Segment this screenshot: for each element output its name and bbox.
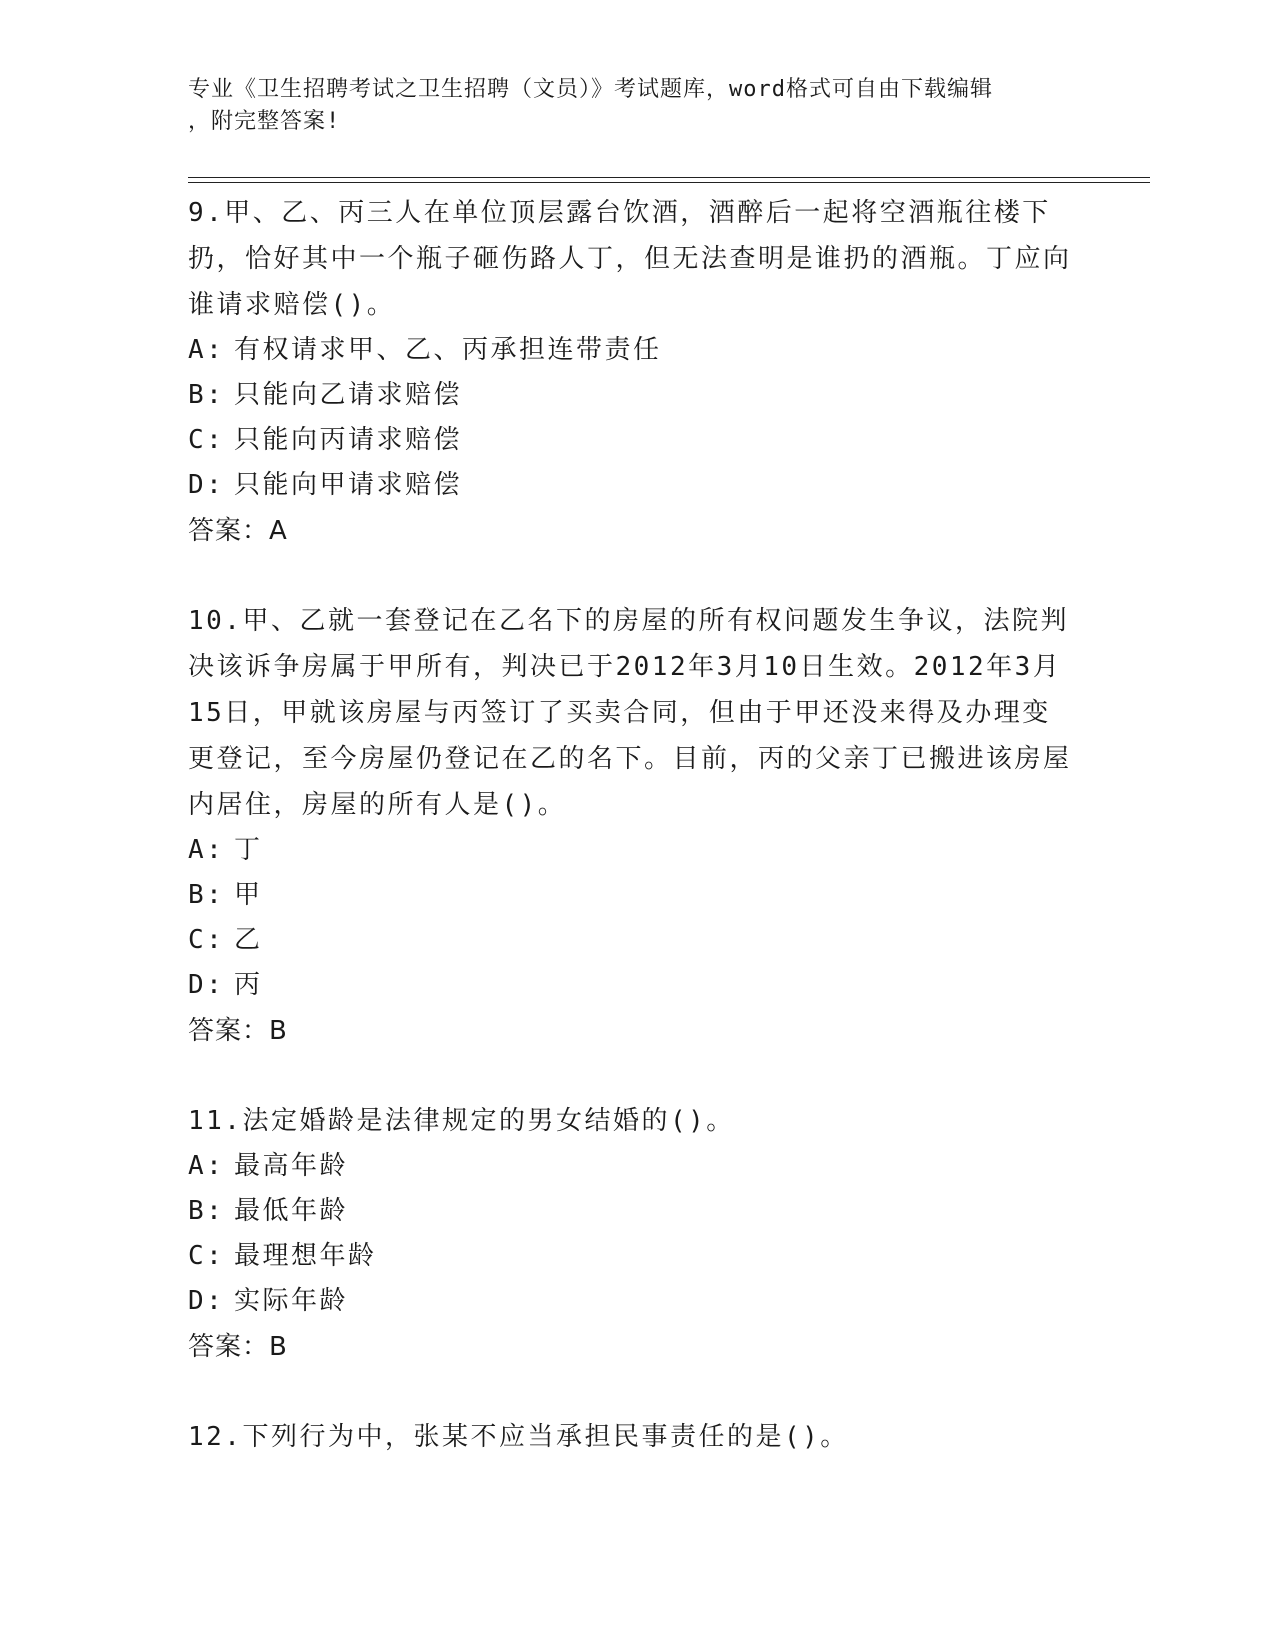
option-key: B: [188, 1196, 225, 1226]
option-key: A: [188, 1151, 225, 1181]
question-text: 11.法定婚龄是法律规定的男女结婚的()。 [188, 1106, 735, 1136]
option-b [188, 1189, 1078, 1234]
question-text: 12.下列行为中，张某不应当承担民事责任的是()。 [188, 1422, 849, 1452]
option-key: D: [188, 970, 225, 1000]
option-d [188, 463, 1078, 508]
option-d [188, 1279, 1078, 1324]
question-9 [188, 190, 1078, 554]
header-line-2: ，附完整答案! [188, 109, 341, 134]
answer-line: 答案：B [188, 1332, 288, 1362]
option-text: 丁 [234, 835, 263, 865]
option-c [188, 1234, 1078, 1279]
header-divider-top [188, 177, 1150, 178]
option-a [188, 328, 1078, 373]
option-key: B: [188, 380, 225, 410]
option-key: C: [188, 1241, 225, 1271]
question-11 [188, 1098, 1078, 1370]
document-header [188, 74, 1068, 138]
option-key: C: [188, 925, 225, 955]
option-key: B: [188, 880, 225, 910]
question-12 [188, 1414, 1078, 1460]
option-text: 只能向乙请求赔偿 [234, 380, 463, 410]
option-key: A: [188, 335, 225, 365]
question-list [188, 190, 1078, 1504]
answer-line: 答案：A [188, 516, 288, 546]
option-c [188, 918, 1078, 963]
option-text: 甲 [234, 880, 263, 910]
question-text: 9.甲、乙、丙三人在单位顶层露台饮酒，酒醉后一起将空酒瓶往楼下扔，恰好其中一个瓶子砸伤路人丁，但无法查明是谁扔的酒瓶。丁应向谁请求赔偿()。 [188, 198, 1072, 320]
option-text: 丙 [234, 970, 263, 1000]
header-divider-bottom [188, 182, 1150, 183]
option-text: 只能向甲请求赔偿 [234, 470, 463, 500]
option-d [188, 963, 1078, 1008]
answer-line: 答案：B [188, 1016, 288, 1046]
option-text: 乙 [234, 925, 263, 955]
option-text: 最理想年龄 [234, 1241, 377, 1271]
option-text: 实际年龄 [234, 1286, 349, 1316]
option-text: 有权请求甲、乙、丙承担连带责任 [234, 335, 662, 365]
question-text: 10.甲、乙就一套登记在乙名下的房屋的所有权问题发生争议，法院判决该诉争房属于甲所有，判决已于2012年3月10日生效。2012年3月15日，甲就该房屋与丙签订了买卖合同，但由于甲还没来得及办理变更登记，至今房屋仍登记在乙的名下。目前，丙的父亲丁已搬进该房屋内居住，房屋的所有人是()。 [188, 606, 1072, 820]
option-key: D: [188, 470, 225, 500]
option-key: C: [188, 425, 225, 455]
option-text: 只能向丙请求赔偿 [234, 425, 463, 455]
option-text: 最低年龄 [234, 1196, 349, 1226]
option-key: A: [188, 835, 225, 865]
option-a [188, 828, 1078, 873]
option-a [188, 1144, 1078, 1189]
header-line-1: 专业《卫生招聘考试之卫生招聘（文员）》考试题库，word格式可自由下载编辑 [188, 77, 993, 102]
option-key: D: [188, 1286, 225, 1316]
option-text: 最高年龄 [234, 1151, 349, 1181]
option-b [188, 873, 1078, 918]
question-10 [188, 598, 1078, 1054]
option-b [188, 373, 1078, 418]
option-c [188, 418, 1078, 463]
